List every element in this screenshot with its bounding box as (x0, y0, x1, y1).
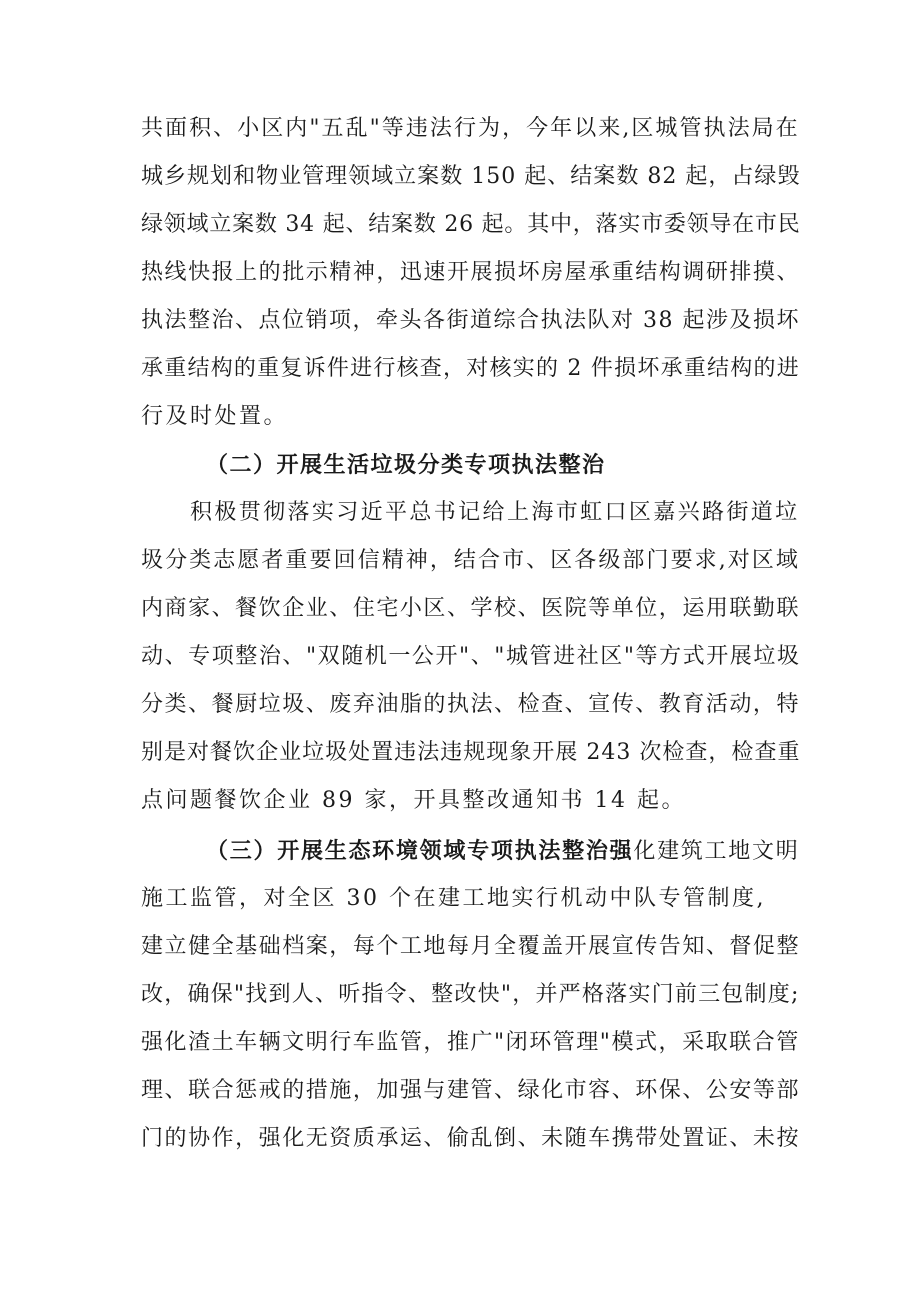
paragraph-line: 门的协作，强化无资质承运、偷乱倒、未随车携带处置证、未按 (141, 1126, 801, 1151)
paragraph-line: 圾分类志愿者重要回信精神，结合市、区各级部门要求,对区域 (141, 548, 800, 573)
section-heading-3: （三）开展生态环境领域专项执法整治强 (206, 838, 634, 864)
paragraph-line: 建立健全基础档案，每个工地每月全覆盖开展宣传告知、督促整 (141, 934, 801, 959)
paragraph-line: 热线快报上的批示精神，迅速开展损坏房屋承重结构调研排摸、 (141, 260, 801, 285)
section-heading-3-line (206, 836, 800, 867)
paragraph-line: 积极贯彻落实习近平总书记给上海市虹口区嘉兴路街道垃 (190, 500, 800, 525)
section-heading-2: （二）开展生活垃圾分类专项执法整治 (206, 452, 606, 478)
paragraph-line: 改，确保"找到人、听指令、整改快"，并严格落实门前三包制度; (141, 982, 800, 1007)
paragraph-line: 共面积、小区内"五乱"等违法行为，今年以来,区城管执法局在 (141, 116, 800, 141)
paragraph-line: 点问题餐饮企业 89 家，开具整改通知书 14 起。 (141, 788, 686, 813)
paragraph-line: 绿领域立案数 34 起、结案数 26 起。其中，落实市委领导在市民 (141, 212, 801, 237)
paragraph-line: 内商家、餐饮企业、住宅小区、学校、医院等单位，运用联勤联 (141, 596, 801, 621)
paragraph-line: 理、联合惩戒的措施，加强与建管、绿化市容、环保、公安等部 (141, 1078, 801, 1103)
paragraph-line: 施工监管，对全区 30 个在建工地实行机动中队专管制度, (141, 886, 766, 911)
paragraph-line: 别是对餐饮企业垃圾处置违法违规现象开展 243 次检查，检查重 (141, 740, 801, 765)
paragraph-line: 执法整治、点位销项，牵头各街道综合执法队对 38 起涉及损坏 (141, 308, 800, 333)
paragraph-line: 分类、餐厨垃圾、废弃油脂的执法、检查、宣传、教育活动，特 (141, 692, 801, 717)
paragraph-text: 化建筑工地文明 (633, 839, 800, 864)
paragraph-line: 强化渣土车辆文明行车监管，推广"闭环管理"模式，采取联合管 (141, 1030, 800, 1055)
paragraph-line: 行及时处置。 (141, 404, 289, 429)
paragraph-line: 动、专项整治、"双随机一公开"、"城管进社区"等方式开展垃圾 (141, 644, 801, 669)
paragraph-line: 城乡规划和物业管理领域立案数 150 起、结案数 82 起，占绿毁 (141, 164, 801, 189)
paragraph-line: 承重结构的重复诉件进行核查，对核实的 2 件损坏承重结构的进 (141, 356, 800, 381)
